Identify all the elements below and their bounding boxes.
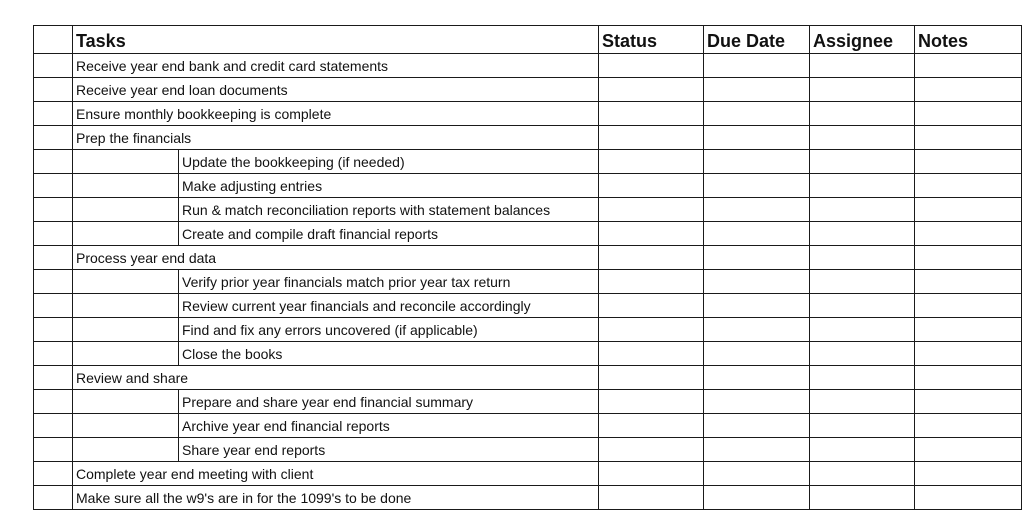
due-date-cell[interactable] xyxy=(704,270,810,294)
task-cell[interactable]: Close the books xyxy=(179,342,599,366)
status-cell[interactable] xyxy=(599,126,704,150)
assignee-cell[interactable] xyxy=(810,294,915,318)
task-cell[interactable]: Prep the financials xyxy=(73,126,599,150)
table-row xyxy=(34,174,1022,198)
assignee-cell[interactable] xyxy=(810,126,915,150)
status-cell[interactable] xyxy=(599,390,704,414)
task-cell[interactable]: Update the bookkeeping (if needed) xyxy=(179,150,599,174)
due-date-cell[interactable] xyxy=(704,246,810,270)
task-cell[interactable]: Review current year financials and reconcile accordingly xyxy=(179,294,599,318)
due-date-cell[interactable] xyxy=(704,150,810,174)
table-row xyxy=(34,222,1022,246)
assignee-cell[interactable] xyxy=(810,318,915,342)
due-date-cell[interactable] xyxy=(704,78,810,102)
table-row xyxy=(34,270,1022,294)
notes-cell[interactable] xyxy=(915,246,1022,270)
due-date-cell[interactable] xyxy=(704,366,810,390)
due-date-header[interactable]: Due Date xyxy=(704,26,810,54)
notes-cell[interactable] xyxy=(915,54,1022,78)
assignee-cell[interactable] xyxy=(810,438,915,462)
table-row xyxy=(34,390,1022,414)
due-date-cell[interactable] xyxy=(704,414,810,438)
indent-cell[interactable] xyxy=(73,222,179,246)
status-header[interactable]: Status xyxy=(599,26,704,54)
table-row xyxy=(34,54,1022,78)
due-date-cell[interactable] xyxy=(704,102,810,126)
notes-cell[interactable] xyxy=(915,198,1022,222)
status-cell[interactable] xyxy=(599,246,704,270)
assignee-cell[interactable] xyxy=(810,270,915,294)
task-cell[interactable]: Run & match reconciliation reports with statement balances xyxy=(179,198,599,222)
assignee-cell[interactable] xyxy=(810,222,915,246)
status-cell[interactable] xyxy=(599,222,704,246)
status-cell[interactable] xyxy=(599,486,704,510)
due-date-cell[interactable] xyxy=(704,318,810,342)
notes-cell[interactable] xyxy=(915,366,1022,390)
notes-cell[interactable] xyxy=(915,150,1022,174)
notes-header[interactable]: Notes xyxy=(915,26,1022,54)
assignee-cell[interactable] xyxy=(810,462,915,486)
notes-cell[interactable] xyxy=(915,222,1022,246)
indent-cell[interactable] xyxy=(73,294,179,318)
notes-cell[interactable] xyxy=(915,390,1022,414)
indent-cell[interactable] xyxy=(73,150,179,174)
assignee-cell[interactable] xyxy=(810,414,915,438)
table-row xyxy=(34,126,1022,150)
header-row xyxy=(34,26,1022,54)
task-cell[interactable]: Make sure all the w9's are in for the 1099's to be done xyxy=(73,486,599,510)
table-row xyxy=(34,414,1022,438)
task-cell[interactable]: Share year end reports xyxy=(179,438,599,462)
task-cell[interactable]: Receive year end loan documents xyxy=(73,78,599,102)
row-marker-cell[interactable] xyxy=(34,222,73,246)
due-date-cell[interactable] xyxy=(704,174,810,198)
due-date-cell[interactable] xyxy=(704,54,810,78)
row-marker-cell[interactable] xyxy=(34,78,73,102)
row-marker-cell[interactable] xyxy=(34,102,73,126)
task-cell[interactable]: Review and share xyxy=(73,366,599,390)
task-cell[interactable]: Prepare and share year end financial summary xyxy=(179,390,599,414)
row-marker-cell[interactable] xyxy=(34,486,73,510)
due-date-cell[interactable] xyxy=(704,342,810,366)
task-checklist-table xyxy=(33,25,1022,510)
status-cell[interactable] xyxy=(599,78,704,102)
status-cell[interactable] xyxy=(599,294,704,318)
table-row xyxy=(34,486,1022,510)
status-cell[interactable] xyxy=(599,414,704,438)
assignee-cell[interactable] xyxy=(810,78,915,102)
assignee-cell[interactable] xyxy=(810,390,915,414)
notes-cell[interactable] xyxy=(915,102,1022,126)
table-body xyxy=(34,26,1022,510)
notes-cell[interactable] xyxy=(915,318,1022,342)
row-marker-cell[interactable] xyxy=(34,174,73,198)
table-row xyxy=(34,150,1022,174)
due-date-cell[interactable] xyxy=(704,126,810,150)
row-marker-cell[interactable] xyxy=(34,294,73,318)
task-cell[interactable]: Create and compile draft financial reports xyxy=(179,222,599,246)
indent-cell[interactable] xyxy=(73,342,179,366)
status-cell[interactable] xyxy=(599,342,704,366)
table-row xyxy=(34,246,1022,270)
status-cell[interactable] xyxy=(599,54,704,78)
task-cell[interactable]: Make adjusting entries xyxy=(179,174,599,198)
due-date-cell[interactable] xyxy=(704,390,810,414)
notes-cell[interactable] xyxy=(915,462,1022,486)
indent-cell[interactable] xyxy=(73,390,179,414)
row-marker-cell[interactable] xyxy=(34,390,73,414)
row-marker-cell[interactable] xyxy=(34,26,73,54)
indent-cell[interactable] xyxy=(73,438,179,462)
task-cell[interactable]: Complete year end meeting with client xyxy=(73,462,599,486)
row-marker-cell[interactable] xyxy=(34,438,73,462)
task-cell[interactable]: Process year end data xyxy=(73,246,599,270)
status-cell[interactable] xyxy=(599,366,704,390)
row-marker-cell[interactable] xyxy=(34,414,73,438)
table-row xyxy=(34,78,1022,102)
indent-cell[interactable] xyxy=(73,174,179,198)
notes-cell[interactable] xyxy=(915,486,1022,510)
table-row xyxy=(34,294,1022,318)
indent-cell[interactable] xyxy=(73,414,179,438)
task-cell[interactable]: Verify prior year financials match prior year tax return xyxy=(179,270,599,294)
notes-cell[interactable] xyxy=(915,126,1022,150)
assignee-cell[interactable] xyxy=(810,174,915,198)
status-cell[interactable] xyxy=(599,462,704,486)
table-row xyxy=(34,462,1022,486)
assignee-cell[interactable] xyxy=(810,366,915,390)
notes-cell[interactable] xyxy=(915,174,1022,198)
tasks-header[interactable]: Tasks xyxy=(73,26,599,54)
indent-cell[interactable] xyxy=(73,270,179,294)
status-cell[interactable] xyxy=(599,150,704,174)
row-marker-cell[interactable] xyxy=(34,318,73,342)
table-row xyxy=(34,366,1022,390)
assignee-cell[interactable] xyxy=(810,486,915,510)
due-date-cell[interactable] xyxy=(704,222,810,246)
table-row xyxy=(34,438,1022,462)
notes-cell[interactable] xyxy=(915,342,1022,366)
table-row xyxy=(34,198,1022,222)
assignee-cell[interactable] xyxy=(810,198,915,222)
task-cell[interactable]: Receive year end bank and credit card statements xyxy=(73,54,599,78)
due-date-cell[interactable] xyxy=(704,462,810,486)
row-marker-cell[interactable] xyxy=(34,270,73,294)
due-date-cell[interactable] xyxy=(704,486,810,510)
row-marker-cell[interactable] xyxy=(34,54,73,78)
assignee-header[interactable]: Assignee xyxy=(810,26,915,54)
notes-cell[interactable] xyxy=(915,294,1022,318)
row-marker-cell[interactable] xyxy=(34,342,73,366)
due-date-cell[interactable] xyxy=(704,294,810,318)
row-marker-cell[interactable] xyxy=(34,150,73,174)
assignee-cell[interactable] xyxy=(810,342,915,366)
table-row xyxy=(34,318,1022,342)
indent-cell[interactable] xyxy=(73,198,179,222)
status-cell[interactable] xyxy=(599,318,704,342)
indent-cell[interactable] xyxy=(73,318,179,342)
assignee-cell[interactable] xyxy=(810,102,915,126)
table-row xyxy=(34,102,1022,126)
row-marker-cell[interactable] xyxy=(34,198,73,222)
row-marker-cell[interactable] xyxy=(34,366,73,390)
notes-cell[interactable] xyxy=(915,78,1022,102)
notes-cell[interactable] xyxy=(915,414,1022,438)
assignee-cell[interactable] xyxy=(810,150,915,174)
status-cell[interactable] xyxy=(599,174,704,198)
row-marker-cell[interactable] xyxy=(34,462,73,486)
row-marker-cell[interactable] xyxy=(34,126,73,150)
assignee-cell[interactable] xyxy=(810,54,915,78)
assignee-cell[interactable] xyxy=(810,246,915,270)
status-cell[interactable] xyxy=(599,270,704,294)
task-cell[interactable]: Archive year end financial reports xyxy=(179,414,599,438)
task-cell[interactable]: Ensure monthly bookkeeping is complete xyxy=(73,102,599,126)
due-date-cell[interactable] xyxy=(704,438,810,462)
notes-cell[interactable] xyxy=(915,438,1022,462)
task-cell[interactable]: Find and fix any errors uncovered (if applicable) xyxy=(179,318,599,342)
notes-cell[interactable] xyxy=(915,270,1022,294)
status-cell[interactable] xyxy=(599,198,704,222)
due-date-cell[interactable] xyxy=(704,198,810,222)
status-cell[interactable] xyxy=(599,102,704,126)
row-marker-cell[interactable] xyxy=(34,246,73,270)
status-cell[interactable] xyxy=(599,438,704,462)
table-row xyxy=(34,342,1022,366)
